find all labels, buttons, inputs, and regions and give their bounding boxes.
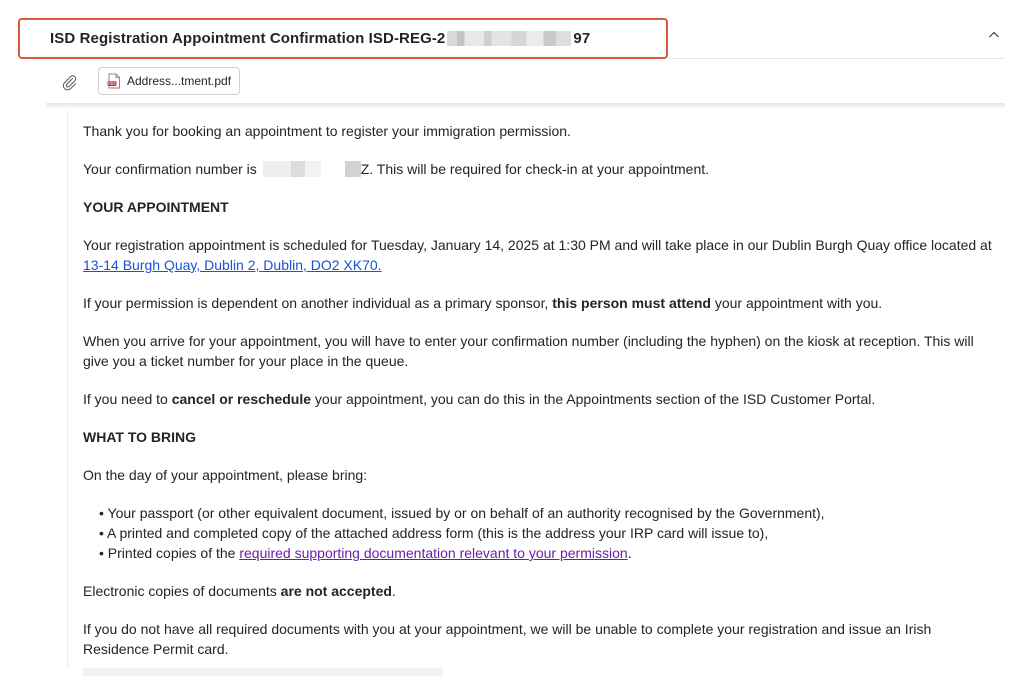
- list-item: • A printed and completed copy of the attached address form (this is the address your IRP card will issue to),: [99, 523, 998, 543]
- redacted-reference: [447, 31, 571, 46]
- email-body: [83, 121, 998, 677]
- email-header: [0, 0, 1023, 64]
- attachment-filename: Address...tment.pdf: [127, 74, 232, 88]
- arrival-paragraph: When you arrive for your appointment, you will have to enter your confirmation number (including the hyphen) on the kiosk at reception. This will give you a ticket number for your place in the queue.: [83, 333, 974, 369]
- appointment-paragraph: Your registration appointment is scheduled for Tuesday, January 14, 2025 at 1:30 PM and will take place in our Dublin Burgh Quay office located at 13-14 Burgh Quay, Dublin 2, Dublin, DO2 XK70.: [83, 237, 992, 273]
- missing-docs-paragraph: If you do not have all required documents with you at your appointment, we will be unable to complete your registration and issue an Irish Residence Permit card.: [83, 621, 932, 657]
- cut-off-text-line: [83, 668, 443, 676]
- bring-intro-paragraph: On the day of your appointment, please bring:: [83, 467, 368, 483]
- subject-suffix: 97: [573, 30, 591, 47]
- pdf-file-icon: [107, 73, 121, 89]
- list-item: • Printed copies of the required supporting documentation relevant to your permission.: [99, 543, 998, 563]
- quote-rule: [67, 110, 68, 670]
- body-divider: [46, 103, 1005, 109]
- list-item: • Your passport (or other equivalent document, issued by or on behalf of an authority recognised by the Government),: [99, 503, 998, 523]
- header-divider: [668, 58, 1004, 59]
- supporting-docs-link[interactable]: required supporting documentation relevant to your permission: [239, 545, 628, 561]
- sponsor-paragraph: If your permission is dependent on another individual as a primary sponsor, this person must attend your appointment with you.: [83, 295, 883, 311]
- paperclip-icon: [60, 73, 78, 91]
- redacted-confirmation-number: [261, 161, 361, 177]
- electronic-copies-paragraph: Electronic copies of documents are not accepted.: [83, 583, 396, 599]
- attachment-chip[interactable]: [98, 67, 240, 95]
- collapse-button[interactable]: [985, 26, 1003, 44]
- attachment-row: [0, 64, 1005, 102]
- bring-list: [83, 503, 998, 563]
- reschedule-paragraph: If you need to cancel or reschedule your appointment, you can do this in the Appointments section of the ISD Customer Portal.: [83, 391, 876, 407]
- heading-your-appointment: YOUR APPOINTMENT: [83, 199, 229, 215]
- subject-highlight-box: [18, 18, 668, 59]
- heading-what-to-bring: WHAT TO BRING: [83, 429, 197, 445]
- confirmation-paragraph: Your confirmation number is Z. This will be required for check-in at your appointment.: [83, 161, 710, 177]
- office-address-link[interactable]: 13-14 Burgh Quay, Dublin 2, Dublin, DO2 XK70.: [83, 257, 382, 273]
- subject-prefix: ISD Registration Appointment Confirmation ISD-REG-2: [50, 30, 446, 47]
- svg-text:PDF: PDF: [108, 81, 116, 86]
- chevron-up-icon: [988, 29, 1000, 41]
- email-subject: [50, 30, 590, 47]
- intro-paragraph: Thank you for booking an appointment to register your immigration permission.: [83, 123, 571, 139]
